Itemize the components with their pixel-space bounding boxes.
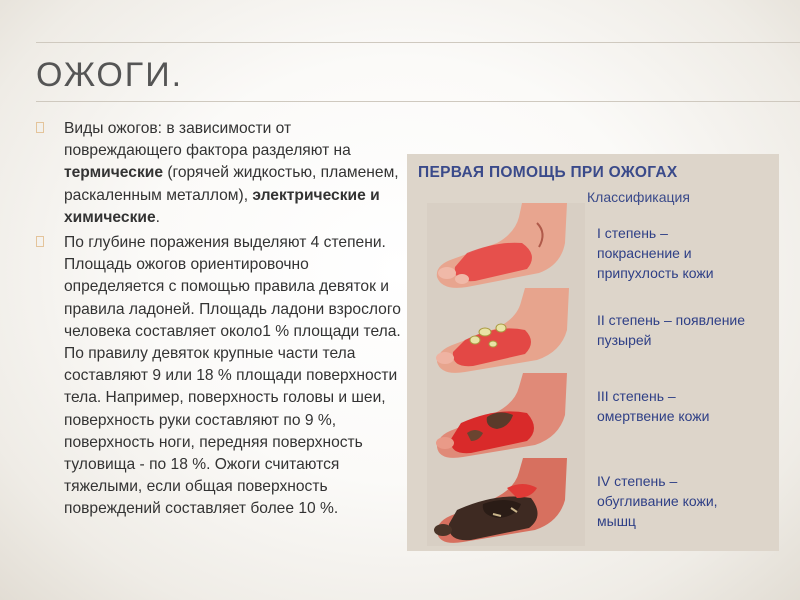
bullet-burn-degrees bbox=[36, 232, 401, 521]
burn-classification-figure bbox=[407, 154, 779, 551]
foot-photo-degree-4 bbox=[427, 458, 585, 546]
burn-types-text-3: . bbox=[155, 208, 160, 226]
figure-subtitle: Классификация bbox=[587, 189, 690, 205]
thermal-term: термические bbox=[64, 164, 164, 182]
foot-photo-degree-3 bbox=[427, 373, 585, 461]
degree-4-label: IV степень – обугливание кожи, мышц bbox=[597, 473, 718, 529]
foot-third-degree-image bbox=[427, 373, 585, 461]
degree-1-label: I степень – покраснение и припухлость кожи bbox=[597, 225, 714, 281]
foot-fourth-degree-image bbox=[427, 458, 585, 546]
burn-types-text-2: (горячей жидкостью, пламенем, раскаленным металлом), bbox=[64, 164, 399, 204]
burn-degrees-text: По глубине поражения выделяют 4 степени. Площадь ожогов ориентировочно определяется с помощью правила девяток и правила ладоней. Площадь ладони взрослого человека составляет около1 % площади тела. По правилу девяток крупные части тела составляют 9 или 18 % площади поверхности тела. Например, поверхность головы и шеи, поверхность руки составляют по 9 %, поверхность ноги, передняя поверхность туловища - по 18 %. Ожоги считаются тяжелыми, если общая поверхность повреждений составляет более 10 %. bbox=[64, 234, 401, 518]
slide-title: ОЖОГИ. bbox=[36, 56, 184, 94]
bullet-burn-types bbox=[36, 118, 401, 229]
foot-photo-degree-1 bbox=[427, 203, 585, 291]
bullet-square-icon bbox=[36, 236, 44, 247]
burn-types-text-1: Виды ожогов: в зависимости от повреждающего фактора разделяют на bbox=[64, 120, 351, 160]
foot-second-degree-image bbox=[427, 288, 585, 376]
degree-3-label: III степень – омертвение кожи bbox=[597, 388, 710, 424]
top-rule bbox=[36, 42, 800, 43]
foot-first-degree-image bbox=[427, 203, 585, 291]
title-underline bbox=[36, 101, 800, 102]
bullet-list bbox=[36, 118, 401, 524]
figure-title: ПЕРВАЯ ПОМОЩЬ ПРИ ОЖОГАХ bbox=[418, 164, 678, 181]
bullet-square-icon bbox=[36, 122, 44, 133]
electric-chemical-term: электрические и химические bbox=[64, 186, 380, 226]
degree-2-label: II степень – появление пузырей bbox=[597, 312, 746, 348]
foot-photo-degree-2 bbox=[427, 288, 585, 376]
